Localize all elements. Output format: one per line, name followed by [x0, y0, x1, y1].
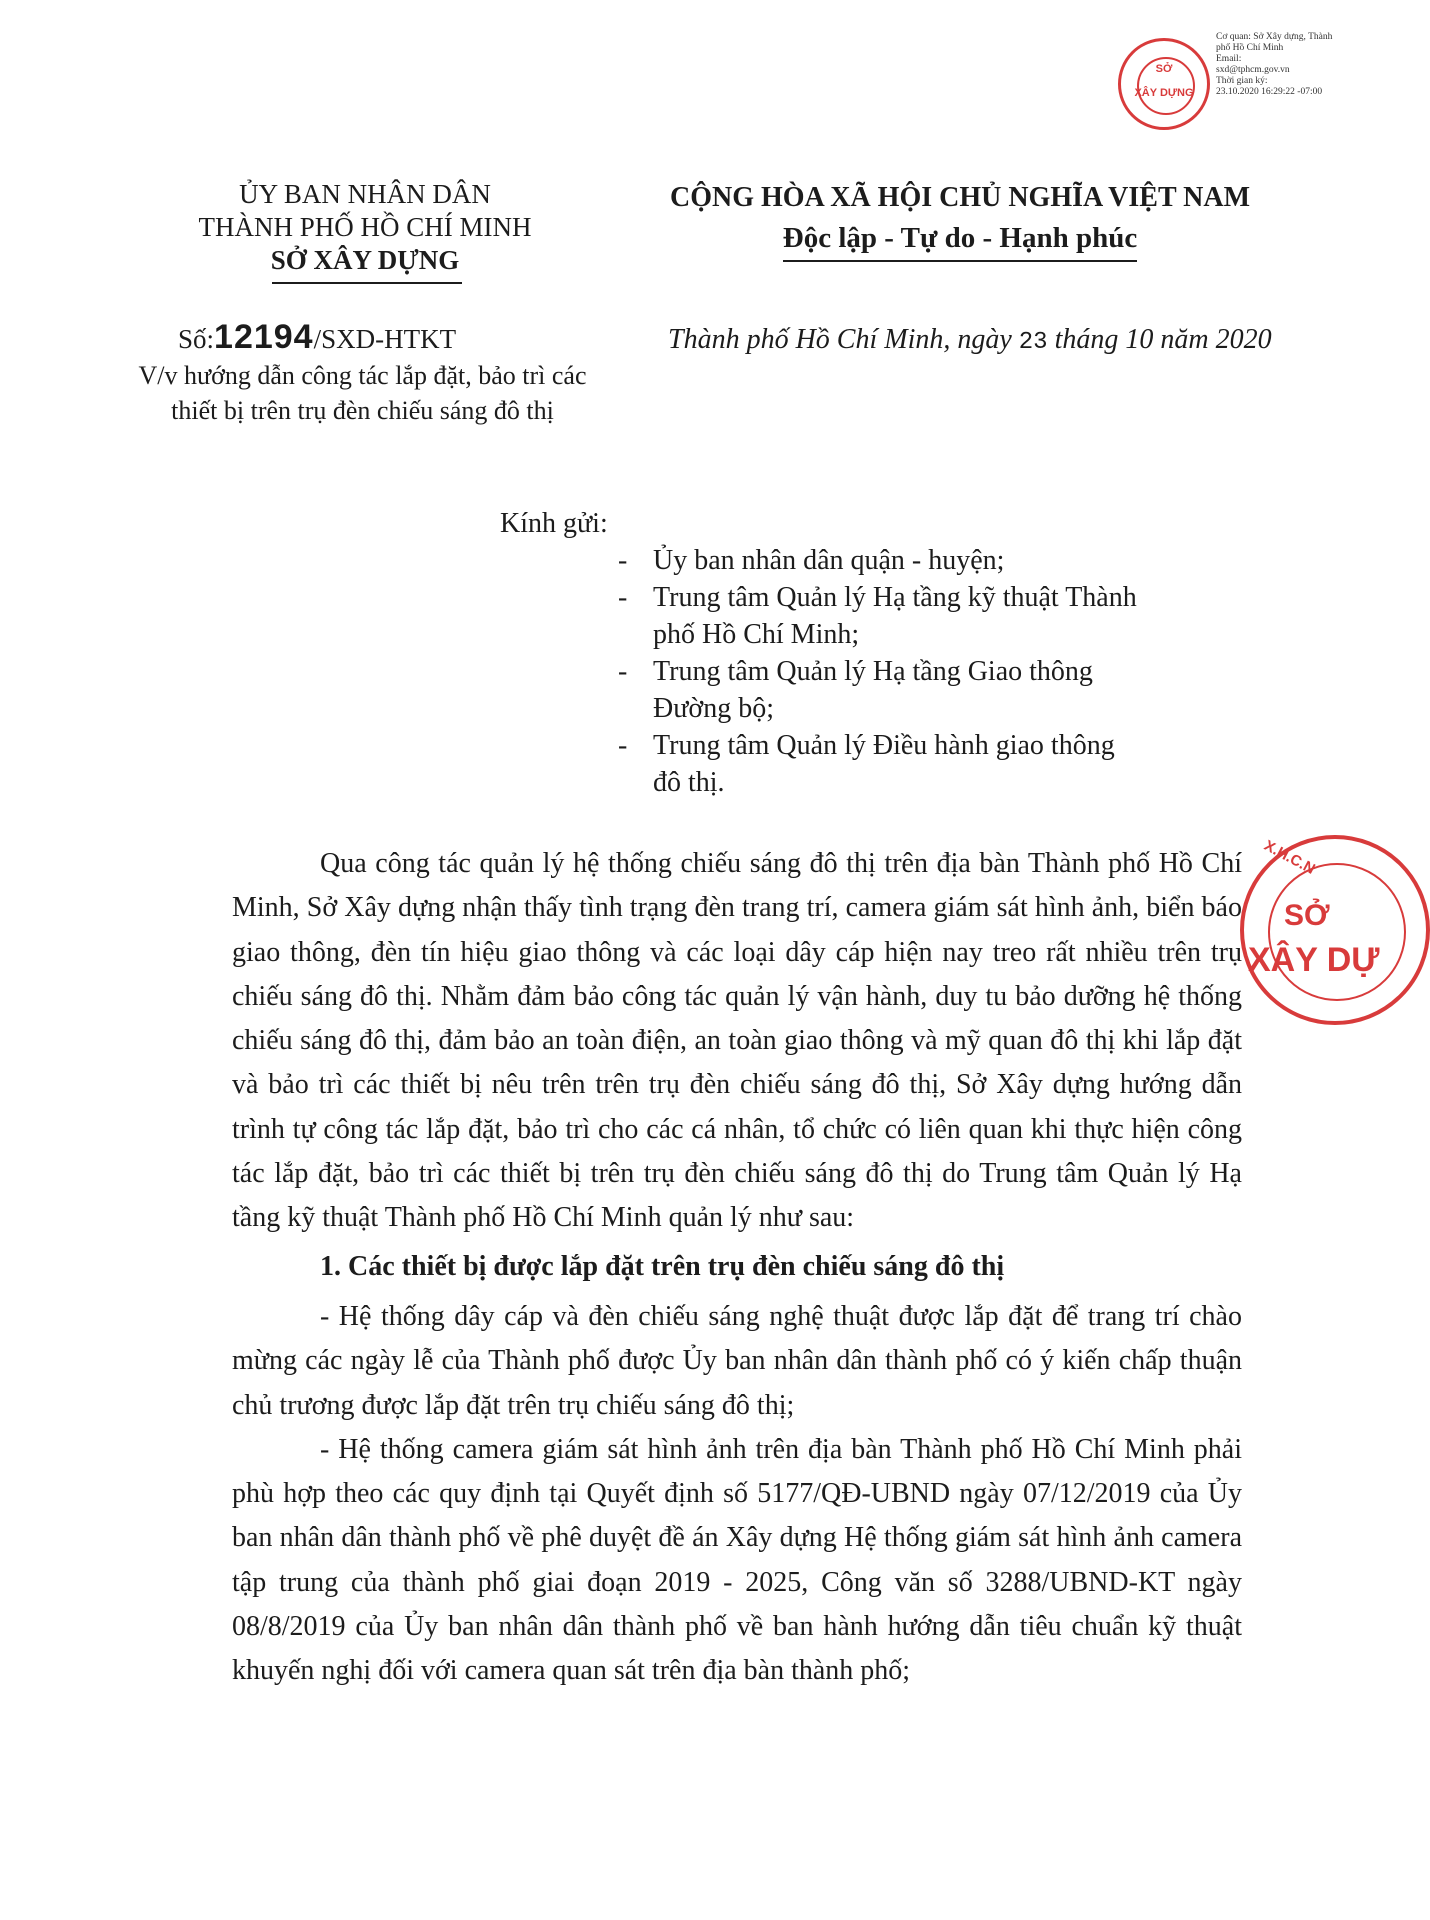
doc-number-prefix: Số:: [178, 324, 215, 354]
national-header: [640, 178, 1280, 262]
national-title: CỘNG HÒA XÃ HỘI CHỦ NGHĨA VIỆT NAM: [669, 182, 1251, 213]
issuer-line-1: ỦY BAN NHÂN DÂN: [239, 179, 491, 209]
seal-text-2: XÂY DỰNG: [1134, 87, 1194, 99]
document-body: [232, 842, 1242, 1694]
official-seal-text-2: XÂY DỰ: [1248, 941, 1380, 979]
doc-number-value: 12194: [214, 318, 314, 356]
signature-info-line: 23.10.2020 16:29:22 -07:00: [1216, 87, 1323, 97]
signature-seal: [1118, 38, 1210, 130]
official-seal: [1240, 835, 1430, 1025]
official-seal-top-text: X.H.C.N: [1261, 837, 1318, 878]
recipients-block: [500, 505, 1140, 801]
paragraph-1: - Hệ thống dây cáp và đèn chiếu sáng nghệ thuật được lắp đặt để trang trí chào mừng các ngày lễ của Thành phố được Ủy ban nhân dân thành phố có ý kiến chấp thuận chủ trương được lắp đặt trên trụ chiếu sáng đô thị;: [232, 1300, 1242, 1421]
issuer-department: SỞ XÂY DỰNG: [270, 245, 460, 275]
signature-info-line: Cơ quan: Sở Xây dựng, Thành phố Hồ Chí Minh: [1216, 32, 1333, 53]
national-motto: Độc lập - Tự do - Hạnh phúc: [783, 218, 1138, 262]
issuer-header: [150, 178, 580, 277]
signature-info: [1216, 32, 1344, 98]
recipient-text: Trung tâm Quản lý Điều hành giao thông đô thị.: [653, 730, 1115, 798]
recipient-item: - Trung tâm Quản lý Hạ tầng kỹ thuật Thành phố Hồ Chí Minh;: [618, 582, 1137, 650]
date-day: 23: [1018, 329, 1048, 356]
seal-text-1: SỞ: [1155, 63, 1173, 75]
date-prefix: Thành phố Hồ Chí Minh, ngày: [668, 324, 1012, 355]
recipient-item: - Ủy ban nhân dân quận - huyện;: [618, 545, 1005, 576]
recipient-item: - Trung tâm Quản lý Hạ tầng Giao thông Đường bộ;: [618, 656, 1093, 724]
section-heading-1: 1. Các thiết bị được lắp đặt trên trụ đèn chiếu sáng đô thị: [320, 1250, 1005, 1282]
date-suffix: tháng 10 năm 2020: [1054, 324, 1272, 355]
recipients-greeting: Kính gửi:: [500, 508, 608, 539]
recipient-item: - Trung tâm Quản lý Điều hành giao thông đô thị.: [618, 730, 1115, 798]
signature-info-line: Thời gian ký:: [1216, 76, 1268, 86]
paragraph-2: - Hệ thống camera giám sát hình ảnh trên địa bàn Thành phố Hồ Chí Minh phải phù hợp theo các quy định tại Quyết định số 5177/QĐ-UBND ngày 07/12/2019 của Ủy ban nhân dân thành phố về phê duyệt đề án Xây dựng Hệ thống giám sát hình ảnh camera tập trung của thành phố giai đoạn 2019 - 2025, Công văn số 3288/UBND-KT ngày 08/8/2019 của Ủy ban nhân dân thành phố về ban hành hướng dẫn tiêu chuẩn kỹ thuật khuyến nghị đối với camera quan sát trên địa bàn thành phố;: [232, 1433, 1242, 1687]
intro-paragraph: Qua công tác quản lý hệ thống chiếu sáng đô thị trên địa bàn Thành phố Hồ Chí Minh, Sở Xây dựng nhận thấy tình trạng đèn trang trí, camera giám sát hình ảnh, biển báo giao thông, đèn tín hiệu giao thông và các loại dây cáp hiện nay treo rất nhiều trên trụ chiếu sáng đô thị. Nhằm đảm bảo công tác quản lý vận hành, duy tu bảo dưỡng hệ thống chiếu sáng đô thị, đảm bảo an toàn điện, an toàn giao thông và mỹ quan đô thị khi lắp đặt và bảo trì các thiết bị nêu trên trên trụ đèn chiếu sáng đô thị, Sở Xây dựng hướng dẫn trình tự công tác lắp đặt, bảo trì cho các cá nhân, tổ chức có liên quan khi thực hiện công tác lắp đặt, bảo trì các thiết bị trên trụ đèn chiếu sáng đô thị do Trung tâm Quản lý Hạ tầng kỹ thuật Thành phố Hồ Chí Minh quản lý như sau:: [232, 848, 1242, 1234]
document-subject: [100, 358, 625, 428]
recipient-text: Ủy ban nhân dân quận - huyện;: [653, 545, 1005, 576]
official-seal-text-1: SỞ: [1284, 899, 1330, 932]
signature-info-line: sxd@tphcm.gov.vn: [1216, 65, 1290, 75]
subject-line-2: thiết bị trên trụ đèn chiếu sáng đô thị: [171, 396, 554, 425]
recipient-text: Trung tâm Quản lý Hạ tầng Giao thông Đường bộ;: [653, 656, 1093, 724]
doc-number-suffix: /SXD-HTKT: [313, 324, 457, 354]
recipient-text: Trung tâm Quản lý Hạ tầng kỹ thuật Thành phố Hồ Chí Minh;: [653, 582, 1137, 650]
issuer-underline: [272, 282, 462, 284]
signature-info-line: Email:: [1216, 54, 1242, 64]
document-date: [668, 324, 1272, 356]
document-number: [178, 318, 456, 357]
subject-line-1: V/v hướng dẫn công tác lắp đặt, bảo trì các: [138, 361, 587, 390]
issuer-line-2: THÀNH PHỐ HỒ CHÍ MINH: [198, 212, 532, 242]
